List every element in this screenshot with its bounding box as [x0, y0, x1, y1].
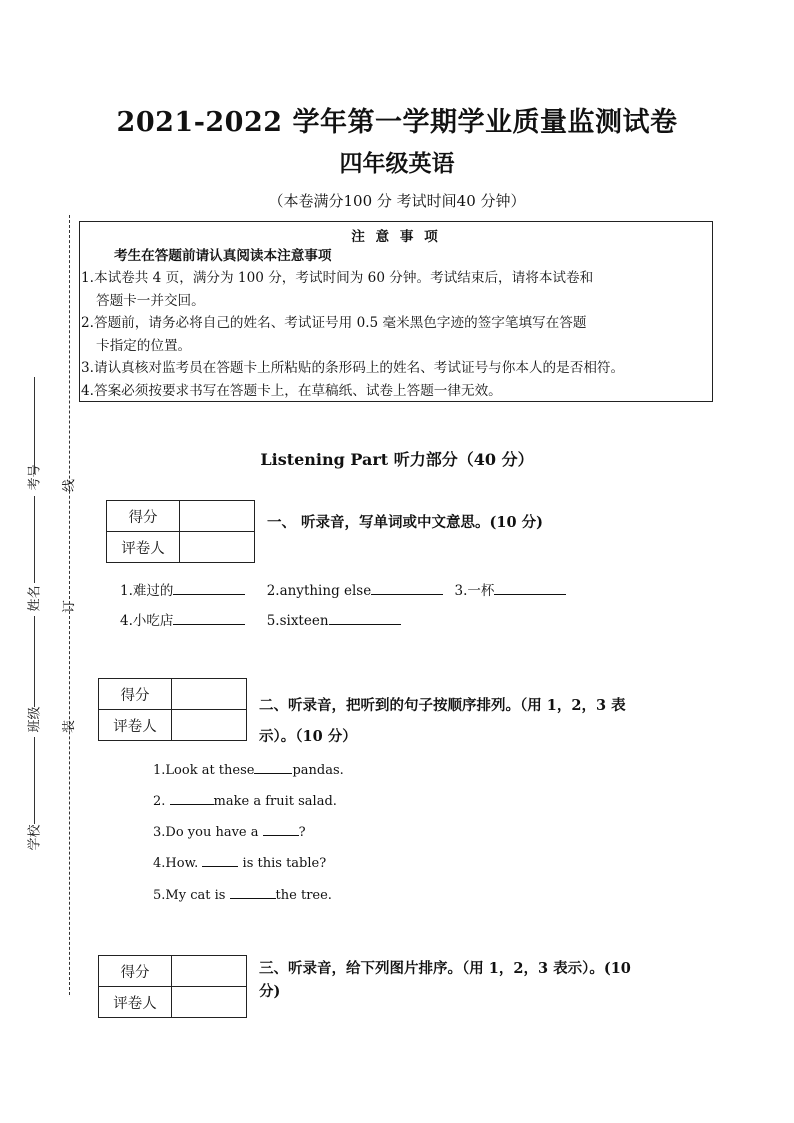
- answer-blank[interactable]: [254, 761, 292, 774]
- score-table: [98, 955, 247, 1018]
- notice-line: 卡指定的位置。: [96, 337, 192, 354]
- field-line: [34, 496, 35, 583]
- field-class: 班级: [27, 706, 43, 733]
- score-label: 得分: [107, 501, 180, 532]
- notice-line: 答题卡一并交回。: [96, 292, 205, 309]
- section2-question: 4.How. is this table?: [153, 856, 327, 871]
- section1-item: 4.小吃店: [120, 613, 174, 629]
- grader-label: 评卷人: [99, 987, 172, 1018]
- section1-item: 1.难过的: [120, 583, 174, 599]
- section2-question: 1.Look at these pandas.: [153, 763, 344, 778]
- score-table: [106, 500, 255, 563]
- field-name: 姓名: [27, 585, 43, 612]
- answer-blank[interactable]: [230, 886, 276, 899]
- notice-line: 3.请认真核对监考员在答题卡上所粘贴的条形码上的姓名、考试证号与你本人的是否相符。: [81, 360, 625, 376]
- section2-title: [259, 690, 626, 752]
- field-line: [34, 616, 35, 707]
- notice-line: 1.本试卷共 4 页，满分为 100 分，考试时间为 60 分钟。考试结束后，请将本试卷和: [81, 270, 594, 286]
- answer-blank[interactable]: [173, 582, 245, 595]
- section1-row: [120, 579, 566, 599]
- score-label: 得分: [99, 956, 172, 987]
- notice-lead: 考生在答题前请认真阅读本注意事项: [114, 248, 332, 264]
- binding-mark: 装: [62, 719, 78, 734]
- notice-heading: 注 意 事 项: [351, 229, 441, 245]
- grader-label: 评卷人: [99, 710, 172, 741]
- grader-cell[interactable]: [172, 710, 247, 741]
- notice-line: 4.答案必须按要求书写在答题卡上，在草稿纸、试卷上答题一律无效。: [81, 382, 502, 399]
- section2-question: 5.My cat is the tree.: [153, 888, 332, 903]
- notice-line: 2.答题前，请务必将自己的姓名、考试证号用 0.5 毫米黑色字迹的签字笔填写在答题: [81, 315, 587, 331]
- exam-title: 2021-2022 学年第一学期学业质量监测试卷: [116, 107, 678, 138]
- exam-subtitle: 四年级英语: [339, 150, 455, 177]
- section2-question: 2. make a fruit salad.: [153, 794, 337, 809]
- section2-title-line1: 二、听录音，把听到的句子按顺序排列。（用 1，2，3 表: [259, 697, 626, 714]
- section1-item: 5.sixteen: [266, 613, 329, 629]
- section3-title-line1: 三、听录音，给下列图片排序。（用 1，2，3 表示）。(10: [259, 960, 631, 977]
- score-cell[interactable]: [172, 956, 247, 987]
- listening-part-header: Listening Part 听力部分（40 分）: [260, 450, 534, 469]
- section1-item: 3.一杯: [454, 583, 495, 599]
- notice-box: [79, 221, 713, 402]
- section1-row: [120, 609, 401, 629]
- answer-blank[interactable]: [494, 582, 566, 595]
- grader-label: 评卷人: [107, 532, 180, 563]
- section2-question: 3.Do you have a ?: [153, 825, 306, 840]
- section1-title: 一、 听录音，写单词或中文意思。(10 分): [267, 514, 543, 531]
- binding-mark: 线: [62, 478, 78, 493]
- score-label: 得分: [99, 679, 172, 710]
- section3-title: [259, 957, 631, 1003]
- section2-title-line2: 示）。（10 分）: [259, 728, 357, 745]
- binding-mark: 订: [62, 599, 78, 614]
- answer-blank[interactable]: [202, 854, 238, 867]
- section3-title-line2: 分): [259, 983, 281, 1000]
- score-cell[interactable]: [172, 679, 247, 710]
- answer-blank[interactable]: [173, 612, 245, 625]
- grader-cell[interactable]: [180, 532, 255, 563]
- answer-blank[interactable]: [263, 823, 299, 836]
- exam-note: （本卷满分100 分 考试时间40 分钟）: [268, 192, 526, 210]
- field-line: [34, 737, 35, 824]
- section1-item: 2.anything else: [266, 583, 372, 599]
- field-school: 学校: [27, 824, 43, 851]
- score-cell[interactable]: [180, 501, 255, 532]
- grader-cell[interactable]: [172, 987, 247, 1018]
- answer-blank[interactable]: [170, 792, 214, 805]
- answer-blank[interactable]: [329, 612, 401, 625]
- field-exam-number: 考号: [27, 464, 43, 491]
- answer-blank[interactable]: [371, 582, 443, 595]
- score-table: [98, 678, 247, 741]
